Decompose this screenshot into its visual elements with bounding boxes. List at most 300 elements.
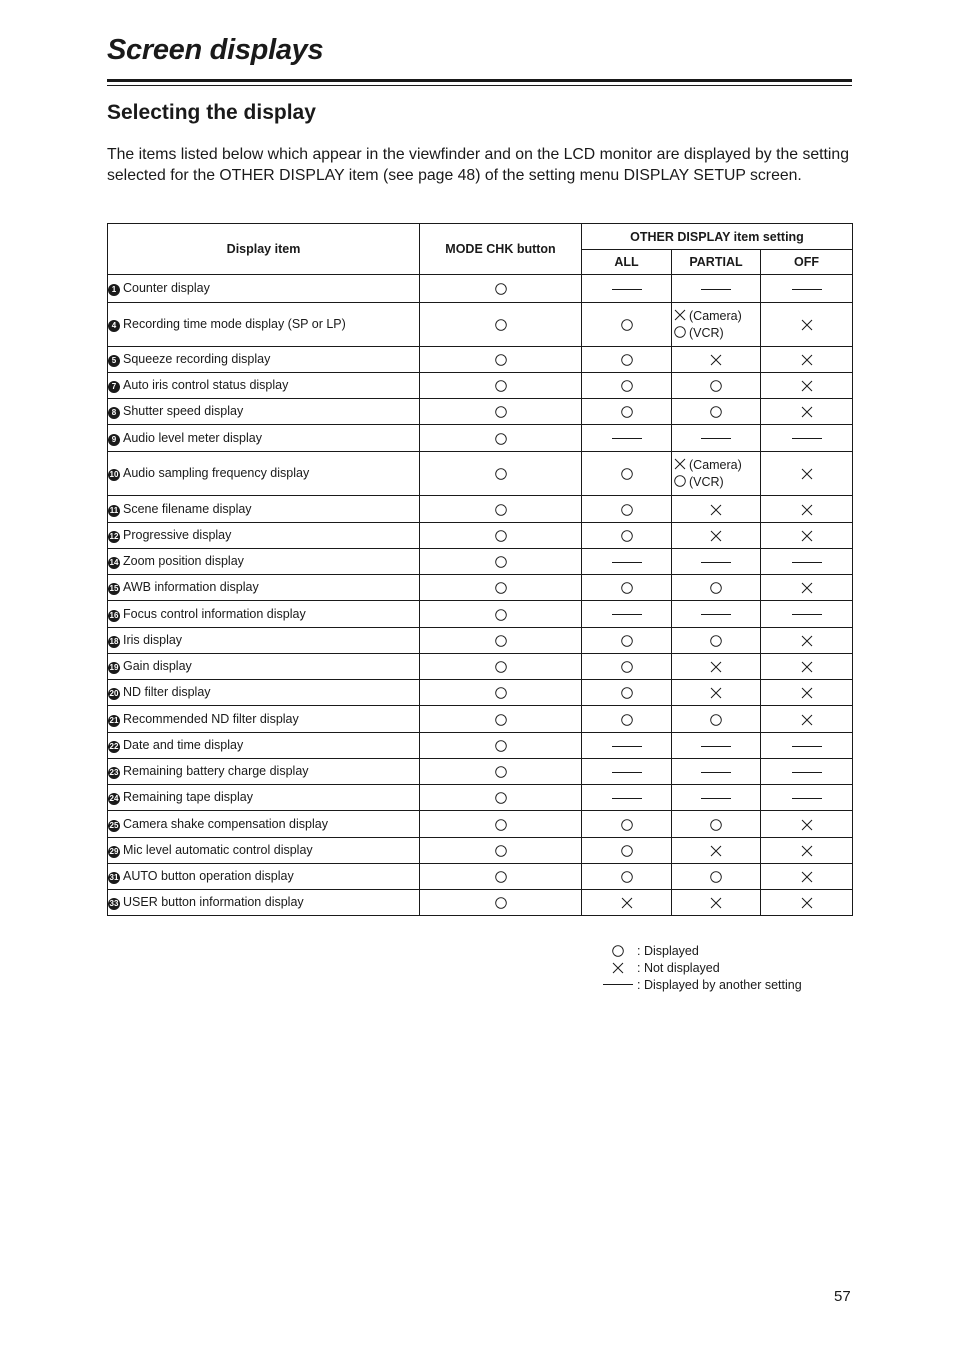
- circle-icon: [621, 819, 633, 831]
- cross-icon: [801, 819, 813, 831]
- partial-cell: [672, 373, 761, 399]
- all-cell: [582, 864, 672, 890]
- table-row: [108, 523, 853, 549]
- off-cell: [761, 759, 853, 785]
- cross-icon: [710, 687, 722, 699]
- cross-icon: [801, 661, 813, 673]
- table-row: [108, 575, 853, 601]
- cross-icon: [801, 530, 813, 542]
- item-number-badge: 18: [109, 637, 119, 646]
- cross-icon: [801, 897, 813, 909]
- item-number-badge: 21: [109, 715, 119, 725]
- off-cell: [761, 838, 853, 864]
- circle-icon: [495, 897, 507, 909]
- cross-icon: [801, 504, 813, 516]
- partial-cell: [672, 275, 761, 303]
- cross-icon: [801, 687, 813, 699]
- partial-cell: [672, 838, 761, 864]
- header-off: OFF: [761, 250, 853, 275]
- mode-cell: [420, 759, 582, 785]
- item-number-badge: 20: [109, 689, 119, 698]
- all-cell: [582, 838, 672, 864]
- all-cell: [582, 654, 672, 680]
- item-label: Audio sampling frequency display: [123, 466, 310, 480]
- display-item-cell: [108, 654, 420, 680]
- dash-icon: [792, 798, 822, 799]
- circle-icon: [621, 871, 633, 883]
- cross-icon: [710, 661, 722, 673]
- circle-icon: [495, 556, 507, 568]
- display-item-cell: [108, 496, 420, 523]
- display-settings-table: [107, 223, 853, 916]
- mode-cell: [420, 452, 582, 496]
- partial-cell: [672, 811, 761, 838]
- item-label: Gain display: [123, 659, 192, 673]
- legend-not-displayed-text: : Not displayed: [637, 960, 720, 975]
- circle-icon: [495, 380, 507, 392]
- dash-icon: [612, 614, 642, 615]
- circle-icon: [710, 380, 722, 392]
- all-cell: [582, 733, 672, 759]
- circle-icon: [710, 871, 722, 883]
- partial-cell: [672, 628, 761, 654]
- item-label: Counter display: [123, 281, 210, 295]
- table-row: [108, 811, 853, 838]
- dash-icon: [701, 746, 731, 747]
- dash-icon: [612, 289, 642, 290]
- circle-icon: [621, 354, 633, 366]
- mode-cell: [420, 838, 582, 864]
- dash-icon: [792, 746, 822, 747]
- item-label: Date and time display: [123, 738, 244, 752]
- mode-cell: [420, 733, 582, 759]
- circle-icon: [495, 635, 507, 647]
- all-cell: [582, 496, 672, 523]
- dash-icon: [612, 438, 642, 439]
- circle-icon: [710, 582, 722, 594]
- mode-cell: [420, 373, 582, 399]
- item-label: USER button information display: [123, 895, 304, 909]
- partial-cell: [672, 890, 761, 916]
- partial-cell: [672, 733, 761, 759]
- item-label: AUTO button operation display: [123, 869, 294, 883]
- circle-icon: [621, 714, 633, 726]
- display-item-cell: [108, 706, 420, 733]
- cross-icon: [710, 845, 722, 857]
- off-cell: [761, 496, 853, 523]
- circle-icon: [495, 687, 507, 699]
- item-number-badge: 25: [109, 820, 119, 830]
- circle-icon: [621, 530, 633, 542]
- page-number: 57: [834, 1288, 851, 1305]
- item-label: Recommended ND filter display: [123, 711, 299, 726]
- item-number-badge: 24: [109, 794, 119, 803]
- off-cell: [761, 523, 853, 549]
- partial-cell: [672, 601, 761, 628]
- dash-icon: [701, 614, 731, 615]
- mode-cell: [420, 864, 582, 890]
- dash-icon: [612, 798, 642, 799]
- item-label: Remaining battery charge display: [123, 764, 309, 778]
- partial-vcr-line: [674, 474, 760, 491]
- dash-icon: [612, 562, 642, 563]
- display-item-cell: [108, 425, 420, 452]
- item-number-badge: 10: [109, 470, 119, 479]
- cross-icon: [710, 504, 722, 516]
- cross-icon: [674, 309, 686, 321]
- circle-icon: [710, 406, 722, 418]
- legend-other-setting: [603, 976, 802, 993]
- all-cell: [582, 785, 672, 811]
- item-number-badge: 14: [109, 558, 119, 567]
- item-number-badge: 22: [109, 742, 119, 751]
- all-cell: [582, 549, 672, 575]
- off-cell: [761, 452, 853, 496]
- circle-icon: [603, 945, 633, 957]
- all-cell: [582, 628, 672, 654]
- display-item-cell: [108, 890, 420, 916]
- item-number-badge: 33: [109, 899, 119, 908]
- dash-icon: [701, 438, 731, 439]
- legend-displayed-text: : Displayed: [637, 943, 699, 958]
- item-label: Focus control information display: [123, 606, 306, 621]
- mode-cell: [420, 523, 582, 549]
- table-row: [108, 347, 853, 373]
- display-item-cell: [108, 785, 420, 811]
- cross-icon: [603, 962, 633, 974]
- off-cell: [761, 425, 853, 452]
- table-row: [108, 733, 853, 759]
- off-cell: [761, 864, 853, 890]
- item-number-badge: 1: [108, 284, 120, 296]
- all-cell: [582, 601, 672, 628]
- dash-icon: [603, 984, 633, 985]
- item-number-badge: 9: [108, 434, 120, 446]
- off-cell: [761, 373, 853, 399]
- mode-cell: [420, 275, 582, 303]
- table-row: [108, 601, 853, 628]
- circle-icon: [495, 819, 507, 831]
- legend-displayed: [603, 942, 802, 959]
- circle-icon: [495, 766, 507, 778]
- display-item-cell: [108, 275, 420, 303]
- off-cell: [761, 601, 853, 628]
- display-item-cell: [108, 733, 420, 759]
- cross-icon: [801, 468, 813, 480]
- circle-icon: [495, 354, 507, 366]
- table-row: [108, 838, 853, 864]
- item-label: Progressive display: [123, 528, 232, 542]
- circle-icon: [495, 871, 507, 883]
- cross-icon: [801, 582, 813, 594]
- circle-icon: [495, 433, 507, 445]
- dash-icon: [701, 562, 731, 563]
- dash-icon: [792, 289, 822, 290]
- dash-icon: [612, 772, 642, 773]
- item-number-badge: 16: [109, 610, 119, 620]
- item-number-badge: 5: [108, 355, 120, 367]
- off-cell: [761, 733, 853, 759]
- display-item-cell: [108, 523, 420, 549]
- table-row: [108, 785, 853, 811]
- all-cell: [582, 890, 672, 916]
- display-item-cell: [108, 680, 420, 706]
- off-cell: [761, 890, 853, 916]
- circle-icon: [495, 319, 507, 331]
- circle-icon: [621, 406, 633, 418]
- all-cell: [582, 347, 672, 373]
- table-row: [108, 452, 853, 496]
- partial-camera-label: (Camera): [689, 308, 742, 323]
- table-row: [108, 399, 853, 425]
- mode-cell: [420, 785, 582, 811]
- item-label: Remaining tape display: [123, 790, 253, 804]
- mode-cell: [420, 425, 582, 452]
- table-row: [108, 303, 853, 347]
- dash-icon: [612, 746, 642, 747]
- table-row: [108, 654, 853, 680]
- off-cell: [761, 680, 853, 706]
- partial-camera-line: [674, 308, 760, 325]
- item-number-badge: 7: [108, 381, 120, 393]
- item-label: Iris display: [123, 633, 183, 647]
- partial-vcr-label: (VCR): [689, 325, 724, 340]
- partial-cell: [672, 785, 761, 811]
- partial-cell: [672, 759, 761, 785]
- cross-icon: [801, 871, 813, 883]
- item-number-badge: 4: [108, 320, 120, 332]
- display-item-cell: [108, 399, 420, 425]
- dash-icon: [792, 614, 822, 615]
- cross-icon: [674, 458, 686, 470]
- table-body: [108, 275, 853, 916]
- circle-icon: [495, 792, 507, 804]
- display-item-cell: [108, 303, 420, 347]
- header-mode-chk: MODE CHK button: [420, 224, 582, 275]
- circle-icon: [710, 635, 722, 647]
- item-label: Auto iris control status display: [123, 378, 289, 392]
- partial-cell: [672, 864, 761, 890]
- mode-cell: [420, 347, 582, 373]
- off-cell: [761, 811, 853, 838]
- cross-icon: [801, 319, 813, 331]
- all-cell: [582, 303, 672, 347]
- cross-icon: [801, 380, 813, 392]
- item-label: Mic level automatic control display: [123, 843, 313, 857]
- item-number-badge: 8: [108, 407, 120, 419]
- partial-camera-line: [674, 457, 760, 474]
- partial-cell: [672, 549, 761, 575]
- all-cell: [582, 811, 672, 838]
- off-cell: [761, 706, 853, 733]
- mode-cell: [420, 890, 582, 916]
- circle-icon: [674, 475, 686, 487]
- table-row: [108, 373, 853, 399]
- partial-vcr-label: (VCR): [689, 474, 724, 489]
- item-label: Camera shake compensation display: [123, 816, 328, 831]
- display-item-cell: [108, 759, 420, 785]
- header-display-item: Display item: [108, 224, 420, 275]
- intro-paragraph: The items listed below which appear in the viewfinder and on the LCD monitor are displayed by the setting selected for the OTHER DISPLAY item (see page 48) of the setting menu DISPLAY SETUP screen.: [107, 146, 849, 184]
- cross-icon: [710, 530, 722, 542]
- item-number-badge: 29: [109, 847, 119, 856]
- display-item-cell: [108, 864, 420, 890]
- all-cell: [582, 452, 672, 496]
- circle-icon: [674, 326, 686, 338]
- off-cell: [761, 654, 853, 680]
- all-cell: [582, 575, 672, 601]
- mode-cell: [420, 399, 582, 425]
- circle-icon: [621, 380, 633, 392]
- all-cell: [582, 373, 672, 399]
- table-row: [108, 628, 853, 654]
- header-partial: PARTIAL: [672, 250, 761, 275]
- title-rule-thick: [107, 79, 852, 82]
- table-row: [108, 275, 853, 303]
- display-item-cell: [108, 452, 420, 496]
- circle-icon: [710, 819, 722, 831]
- off-cell: [761, 399, 853, 425]
- circle-icon: [495, 609, 507, 621]
- circle-icon: [495, 582, 507, 594]
- partial-vcr-line: [674, 325, 760, 342]
- cross-icon: [801, 845, 813, 857]
- off-cell: [761, 303, 853, 347]
- table-row: [108, 864, 853, 890]
- item-label: Scene filename display: [123, 501, 252, 516]
- circle-icon: [621, 319, 633, 331]
- mode-cell: [420, 575, 582, 601]
- circle-icon: [621, 582, 633, 594]
- display-item-cell: [108, 347, 420, 373]
- cross-icon: [710, 897, 722, 909]
- item-label: Audio level meter display: [123, 430, 262, 445]
- off-cell: [761, 275, 853, 303]
- table-row: [108, 706, 853, 733]
- display-item-cell: [108, 628, 420, 654]
- off-cell: [761, 575, 853, 601]
- circle-icon: [621, 661, 633, 673]
- circle-icon: [495, 468, 507, 480]
- legend-other-setting-text: : Displayed by another setting: [637, 977, 802, 992]
- item-label: Zoom position display: [123, 554, 244, 568]
- item-label: ND filter display: [123, 685, 211, 699]
- display-item-cell: [108, 601, 420, 628]
- off-cell: [761, 347, 853, 373]
- partial-cell: [672, 654, 761, 680]
- mode-cell: [420, 654, 582, 680]
- partial-cell: [672, 399, 761, 425]
- cross-icon: [621, 897, 633, 909]
- off-cell: [761, 628, 853, 654]
- circle-icon: [495, 406, 507, 418]
- item-number-badge: 19: [109, 663, 119, 672]
- all-cell: [582, 680, 672, 706]
- partial-cell: [672, 680, 761, 706]
- cross-icon: [710, 354, 722, 366]
- all-cell: [582, 759, 672, 785]
- circle-icon: [621, 504, 633, 516]
- title-rule-thin: [107, 85, 852, 86]
- section-title: Selecting the display: [107, 101, 316, 124]
- item-number-badge: 11: [109, 505, 119, 515]
- cross-icon: [801, 354, 813, 366]
- dash-icon: [792, 438, 822, 439]
- off-cell: [761, 785, 853, 811]
- item-number-badge: 23: [109, 768, 119, 777]
- mode-cell: [420, 549, 582, 575]
- header-other-display: OTHER DISPLAY item setting: [582, 224, 853, 250]
- mode-cell: [420, 628, 582, 654]
- circle-icon: [621, 687, 633, 699]
- all-cell: [582, 706, 672, 733]
- cross-icon: [801, 406, 813, 418]
- mode-cell: [420, 811, 582, 838]
- item-label: Squeeze recording display: [123, 352, 271, 366]
- dash-icon: [701, 798, 731, 799]
- all-cell: [582, 425, 672, 452]
- mode-cell: [420, 303, 582, 347]
- mode-cell: [420, 706, 582, 733]
- partial-cell: [672, 452, 761, 496]
- circle-icon: [495, 714, 507, 726]
- circle-icon: [621, 635, 633, 647]
- circle-icon: [495, 530, 507, 542]
- circle-icon: [710, 714, 722, 726]
- item-label: AWB information display: [123, 580, 259, 594]
- item-label: Shutter speed display: [123, 404, 244, 418]
- cross-icon: [801, 714, 813, 726]
- circle-icon: [495, 661, 507, 673]
- item-number-badge: 31: [109, 873, 119, 882]
- partial-cell: [672, 303, 761, 347]
- item-label: Recording time mode display (SP or LP): [123, 317, 346, 331]
- table-row: [108, 425, 853, 452]
- mode-cell: [420, 601, 582, 628]
- display-item-cell: [108, 575, 420, 601]
- item-number-badge: 12: [109, 532, 119, 541]
- dash-icon: [792, 772, 822, 773]
- partial-cell: [672, 347, 761, 373]
- circle-icon: [495, 740, 507, 752]
- table-row: [108, 759, 853, 785]
- all-cell: [582, 523, 672, 549]
- partial-cell: [672, 706, 761, 733]
- display-item-cell: [108, 811, 420, 838]
- legend: [603, 942, 802, 993]
- table-row: [108, 549, 853, 575]
- cross-icon: [801, 635, 813, 647]
- partial-cell: [672, 425, 761, 452]
- table-row: [108, 890, 853, 916]
- display-item-cell: [108, 838, 420, 864]
- dash-icon: [792, 562, 822, 563]
- mode-cell: [420, 680, 582, 706]
- mode-cell: [420, 496, 582, 523]
- table-row: [108, 680, 853, 706]
- header-all: ALL: [582, 250, 672, 275]
- circle-icon: [495, 504, 507, 516]
- circle-icon: [621, 845, 633, 857]
- page-title: Screen displays: [107, 34, 324, 66]
- all-cell: [582, 399, 672, 425]
- display-item-cell: [108, 373, 420, 399]
- partial-camera-label: (Camera): [689, 457, 742, 472]
- partial-cell: [672, 575, 761, 601]
- off-cell: [761, 549, 853, 575]
- partial-cell: [672, 496, 761, 523]
- circle-icon: [495, 845, 507, 857]
